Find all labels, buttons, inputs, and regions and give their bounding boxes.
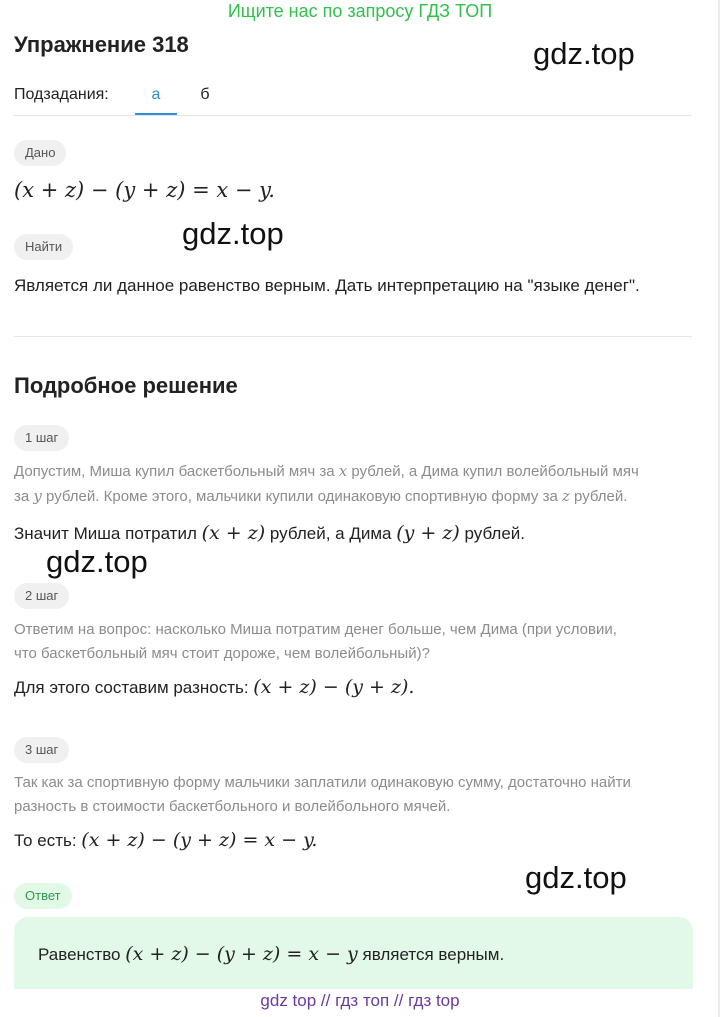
find-text: Является ли данное равенство верным. Дать интерпретацию на "языке денег".	[14, 276, 640, 295]
step-3-badge: 3 шаг	[14, 737, 69, 763]
step-1-conclusion: Значит Миша потратил (x + z) рублей, а Дима (y + z) рублей.	[14, 522, 526, 544]
solution-title: Подробное решение	[14, 373, 238, 398]
watermark: gdz.top	[533, 36, 635, 71]
given-badge: Дано	[14, 140, 66, 166]
step-2-description	[14, 618, 704, 666]
answer-box	[14, 917, 693, 989]
tabs-divider	[14, 115, 692, 116]
step-2-line-2: что баскетбольный мяч стоит дороже, чем волейбольный)?	[14, 645, 430, 662]
section-divider	[14, 336, 692, 337]
step-1-badge: 1 шаг	[14, 425, 69, 451]
answer-text: Равенство (x + z) − (y + z) = x − y является верным.	[38, 943, 505, 965]
find-badge: Найти	[14, 234, 73, 260]
tab-b[interactable]: б	[200, 86, 210, 103]
footer-links[interactable]: gdz top // гдз топ // гдз top	[260, 991, 460, 1010]
step-3-line-1: Так как за спортивную форму мальчики заплатили одинаковую сумму, достаточно найти	[14, 774, 631, 791]
step-1-line-2: за y рублей. Кроме этого, мальчики купили одинаковую спортивную форму за z рублей.	[14, 487, 628, 505]
subtasks-label: Подзадания:	[14, 86, 109, 103]
step-3-line-2: разность в стоимости баскетбольного и волейбольного мячей.	[14, 798, 451, 815]
step-3-description	[14, 771, 704, 819]
given-formula: (x + z) − (y + z) = x − y.	[14, 178, 275, 202]
watermark: gdz.top	[182, 216, 284, 251]
page-title: Упражнение 318	[14, 32, 189, 57]
step-1-description	[14, 459, 704, 509]
step-2-line-1: Ответим на вопрос: насколько Миша потратим денег больше, чем Дима (при условии,	[14, 621, 617, 638]
watermark: gdz.top	[525, 860, 627, 895]
answer-badge: Ответ	[14, 883, 72, 909]
watermark: gdz.top	[46, 544, 148, 579]
step-2-badge: 2 шаг	[14, 583, 69, 609]
step-3-conclusion: То есть: (x + z) − (y + z) = x − y.	[14, 829, 318, 851]
promo-banner[interactable]: Ищите нас по запросу ГДЗ ТОП	[227, 1, 493, 21]
step-1-line-1: Допустим, Миша купил баскетбольный мяч за x рублей, а Дима купил волейбольный мяч	[14, 462, 639, 480]
tab-a[interactable]: а	[151, 86, 161, 103]
step-2-conclusion: Для этого составим разность: (x + z) − (y + z).	[14, 676, 415, 698]
